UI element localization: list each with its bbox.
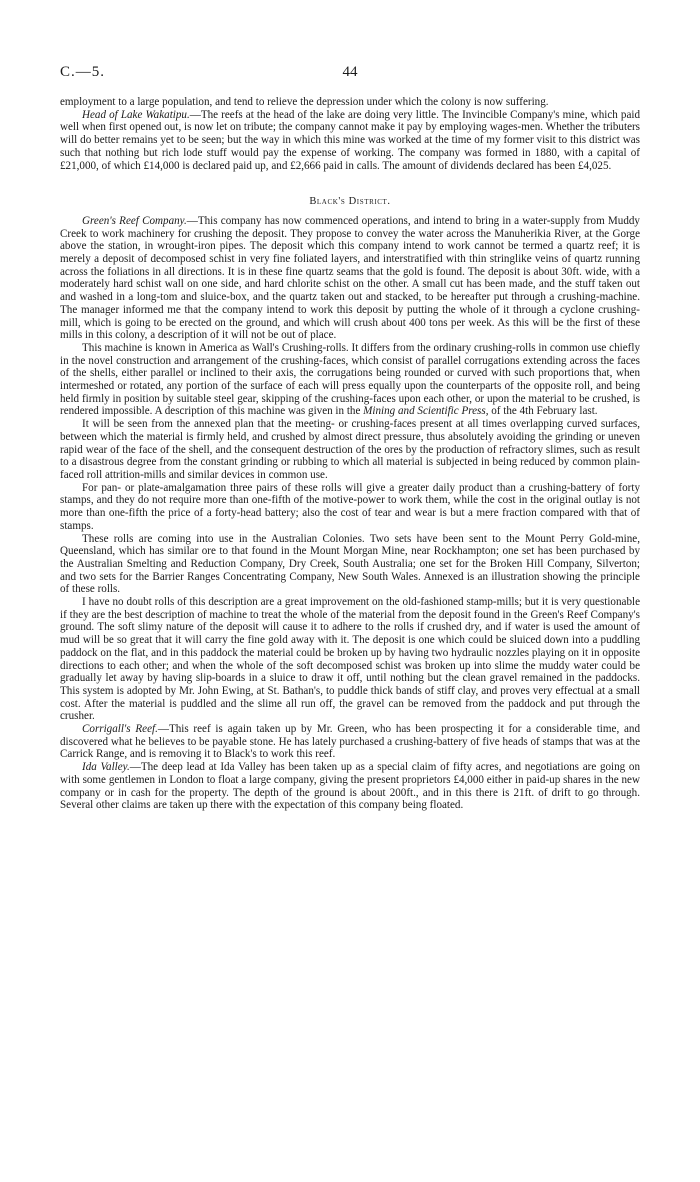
paragraph-australian-colonies: These rolls are coming into use in the Australian Colonies. Two sets have been sent to the Mount Perry Gold-mine, Queensland, which has similar ore to that found in the Mount Morgan Mine, near Rockhampton; one set has been purchased by the Australian Smelting and Reduction Company, Dry Creek, South Australia; one set for the Broken Hill Company, Silverton; and two sets for the Barrier Ranges Concentrating Company, New South Wales. Annexed is an illustration showing the principle of these rolls. xyxy=(60,532,640,596)
paragraph-corrigalls-reef: Corrigall's Reef.—This reef is again taken up by Mr. Green, who has been prospecting it for a considerable time, and discovered what he believes to be payable stone. He has lately purchased a crushing-battery of five heads of stamps that was at the Carrick Range, and is removing it to Black's to work this reef. xyxy=(60,723,640,761)
page-number: 44 xyxy=(342,64,358,80)
paragraph-title: Head of Lake Wakatipu. xyxy=(82,108,190,121)
page-header xyxy=(60,64,640,84)
paragraph-amalgamation: For pan- or plate-amalgamation three pairs of these rolls will give a greater daily product than a crushing-battery of forty stamps, and they do not require more than one-fifth of the motive-power to work them, while the cost in the original outlay is not more than one-fifth the price of a forty-head battery; also the cost of tear and wear is but a mere fraction compared with that of stamps. xyxy=(60,481,640,532)
paragraph-title: Green's Reef Company. xyxy=(82,214,187,227)
document-reference: C.—5. xyxy=(60,64,106,80)
document-body xyxy=(60,96,640,812)
paragraph-title: Corrigall's Reef. xyxy=(82,723,158,736)
paragraph-opinion: I have no doubt rolls of this description are a great improvement on the old-fashioned stamp-mills; but it is very questionable if they are the best description of machine to treat the whole of the material from the deposit found in the Green's Reef Company's ground. The soft slimy nature of the deposit will cause it to adhere to the rolls if crushed dry, and if water is used the amount of mud will be so great that it will carry the fine gold away with it. The deposit is one which could be sluiced down into a puddling paddock on the flat, and in this paddock the material could be broken up by having two hydraulic nozzles playing on it in opposite directions to each other; and when the whole of the soft decomposed schist was broken up into slime the muddy water could be gradually let away by having slip-boards in a sluice to draw it off, until nothing but the clean gravel remained in the paddocks. This system is adopted by Mr. John Ewing, at St. Bathan's, to puddle thick bands of stiff clay, and proves very effectual at a small cost. After the material is puddled and the slime all run off, the gravel can be removed from the paddock and put through the crusher. xyxy=(60,596,640,723)
paragraph-title: Ida Valley. xyxy=(82,761,130,774)
paragraph-ida-valley: Ida Valley.—The deep lead at Ida Valley has been taken up as a special claim of fifty acres, and negotiations are going on with some gentlemen in London to float a large company, giving the present proprietors £4,000 either in paid-up shares in the new company or in cash for the property. The depth of the ground is about 200ft., and in this there is 21ft. of drift to go through. Several other claims are taken up there with the expectation of this company being floated. xyxy=(60,761,641,812)
paragraph-greens-reef: Green's Reef Company.—This company has now commenced operations, and intend to bring in a water-supply from Muddy Creek to work machinery for crushing the deposit. They propose to convey the water across the Manuherikia River, at the Gorge above the station, in wrought-iron pipes. The deposit which this company intend to work cannot be termed a quartz reef; it is merely a deposit of decomposed schist in very fine foliated layers, and interstratified with thin stringlike veins of quartz running across the foliations in all directions. It is in these fine quartz seams that the gold is found. The deposit is about 30ft. wide, with a moderately hard schist wall on one side, and hard chlorite schist on the other. A small cut has been made, and the stuff taken out and washed in a long-tom and sluice-box, and the quartz taken out and stacked, to be hereafter put through a crushing-machine. The manager informed me that the company intend to work this deposit by putting the whole of it through a cyclone crushing-mill, which is going to be erected on the ground, and which will crush about 400 tons per week. As this will be the first of these mills in this colony, a description of it will not be out of place. xyxy=(60,214,640,342)
publication-title: Mining and Scientific Press, xyxy=(363,405,489,418)
paragraph-continuation: employment to a large population, and tend to relieve the depression under which the colony is now suffering. xyxy=(60,96,549,108)
paragraph-walls-rolls: This machine is known in America as Wall's Crushing-rolls. It differs from the ordinary crushing-rolls in common use chiefly in the novel construction and arrangement of the crushing-faces, which consist of parallel corrugations extending across the faces of the shells, either parallel or inclined to their axis, the corrugations being rounded or curved with such proportions that, when intermeshed or rotated, any portion of the surface of each will press equally upon the counterparts of the opposite roll, and being held firmly in position by suitable steel gear, skipping of the crushing-faces upon each other, or upon the material to be crushed, is rendered impossible. A description of this machine was given in the Mining and Scientific Press, of the 4th February last. xyxy=(60,341,640,418)
paragraph-lake-wakatipu: Head of Lake Wakatipu.—The reefs at the head of the lake are doing very little. The Invincible Company's mine, which paid well when first opened out, is now let on tribute; the company cannot make it pay by employing wages-men. Whether the tributers will do better remains yet to be seen; but the way in which this mine was worked at the time of my former visit to this district was such that nothing but rich lode stuff would pay the expense of working. The company was formed in 1880, with a capital of £21,000, of which £14,000 is declared paid up, and £2,666 paid in calls. The amount of dividends declared has been £4,025. xyxy=(60,108,640,172)
section-heading: Black's District. xyxy=(309,196,391,208)
paragraph-annexed-plan: It will be seen from the annexed plan that the meeting- or crushing-faces present at all times overlapping curved surfaces, between which the material is firmly held, and crushed by almost direct pressure, thus absolutely avoiding the grinding or uneven rapid wear of the face of the shell, and the consequent destruction of the ores by the production of refractory slimes, such as result to a disastrous degree from the constant grinding or rubbing to which all material is subjected in being reduced by common plain-faced roll attrition-mills and similar devices in common use. xyxy=(60,418,640,481)
